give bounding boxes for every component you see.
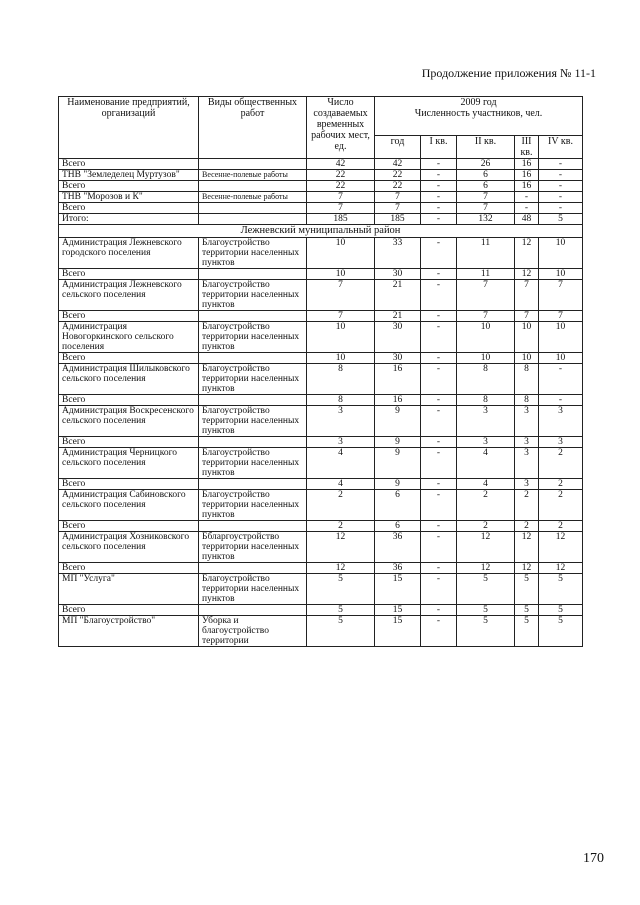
cell-org: ТНВ "Морозов и К"	[59, 192, 199, 203]
cell-q4: 2	[539, 479, 583, 490]
cell-jobs: 10	[307, 353, 375, 364]
cell-q1: -	[421, 214, 457, 225]
cell-year: 15	[375, 605, 421, 616]
cell-works	[199, 521, 307, 532]
table-row	[59, 181, 583, 192]
cell-jobs: 22	[307, 181, 375, 192]
table-row	[59, 479, 583, 490]
cell-org: Всего	[59, 437, 199, 448]
col-q3-header: III кв.	[515, 136, 539, 159]
cell-q1: -	[421, 269, 457, 280]
cell-jobs: 7	[307, 192, 375, 203]
cell-year: 30	[375, 353, 421, 364]
table-row	[59, 353, 583, 364]
cell-jobs: 10	[307, 269, 375, 280]
cell-jobs: 4	[307, 479, 375, 490]
cell-year: 6	[375, 490, 421, 521]
cell-org: Всего	[59, 181, 199, 192]
cell-q4: 5	[539, 616, 583, 647]
cell-year: 33	[375, 238, 421, 269]
cell-q3: 12	[515, 563, 539, 574]
table-row	[59, 203, 583, 214]
cell-works: Благоустройство территории населенных пунктов	[199, 238, 307, 269]
cell-org: Всего	[59, 159, 199, 170]
cell-q2: 5	[457, 605, 515, 616]
cell-jobs: 10	[307, 322, 375, 353]
cell-q1: -	[421, 364, 457, 395]
cell-year: 9	[375, 448, 421, 479]
cell-q4: 5	[539, 574, 583, 605]
cell-jobs: 2	[307, 490, 375, 521]
cell-q3: 16	[515, 159, 539, 170]
table-row	[59, 364, 583, 395]
cell-q3: 3	[515, 437, 539, 448]
cell-works: Весенне-полевые работы	[199, 170, 307, 181]
cell-year: 30	[375, 269, 421, 280]
cell-year: 7	[375, 203, 421, 214]
cell-q2: 4	[457, 479, 515, 490]
cell-year: 16	[375, 364, 421, 395]
cell-works	[199, 479, 307, 490]
cell-q2: 5	[457, 574, 515, 605]
cell-q3: 16	[515, 181, 539, 192]
cell-q1: -	[421, 203, 457, 214]
cell-jobs: 8	[307, 364, 375, 395]
cell-year: 7	[375, 192, 421, 203]
cell-q4: -	[539, 159, 583, 170]
cell-q1: -	[421, 479, 457, 490]
table-row	[59, 448, 583, 479]
page-number: 170	[583, 851, 604, 866]
cell-year: 22	[375, 170, 421, 181]
cell-jobs: 42	[307, 159, 375, 170]
appendix-header: Продолжение приложения № 11-1	[421, 66, 596, 80]
table-row	[59, 563, 583, 574]
cell-org: Итого:	[59, 214, 199, 225]
cell-org: Администрация Хозниковского сельского поселения	[59, 532, 199, 563]
cell-q4: 12	[539, 532, 583, 563]
cell-jobs: 5	[307, 605, 375, 616]
cell-org: Всего	[59, 269, 199, 280]
cell-q2: 2	[457, 521, 515, 532]
col-q4-header: IV кв.	[539, 136, 583, 159]
cell-org: Всего	[59, 479, 199, 490]
cell-q4: -	[539, 395, 583, 406]
table-row	[59, 406, 583, 437]
col-org-header: Наименование предприятий, организаций	[59, 97, 199, 159]
public-works-table	[58, 96, 583, 647]
cell-q1: -	[421, 574, 457, 605]
cell-q4: 10	[539, 322, 583, 353]
cell-q3: -	[515, 192, 539, 203]
cell-q4: -	[539, 170, 583, 181]
table-row	[59, 322, 583, 353]
cell-works	[199, 605, 307, 616]
cell-q4: 10	[539, 353, 583, 364]
cell-q2: 6	[457, 170, 515, 181]
cell-q3: 2	[515, 521, 539, 532]
year-group-label: 2009 год	[460, 97, 497, 108]
cell-q1: -	[421, 448, 457, 479]
cell-q3: 5	[515, 574, 539, 605]
cell-works	[199, 437, 307, 448]
cell-org: Всего	[59, 311, 199, 322]
cell-works	[199, 269, 307, 280]
cell-q4: 5	[539, 605, 583, 616]
cell-q4: -	[539, 364, 583, 395]
col-year-group-header	[375, 97, 583, 136]
cell-q1: -	[421, 159, 457, 170]
table-row	[59, 159, 583, 170]
cell-org: Администрация Лежневского городского поселения	[59, 238, 199, 269]
cell-q4: 2	[539, 448, 583, 479]
section-title: Лежневский муниципальный район	[59, 225, 583, 238]
cell-jobs: 7	[307, 311, 375, 322]
cell-q2: 6	[457, 181, 515, 192]
cell-q2: 12	[457, 563, 515, 574]
cell-jobs: 22	[307, 170, 375, 181]
cell-year: 21	[375, 311, 421, 322]
cell-q4: 10	[539, 238, 583, 269]
cell-q4: 3	[539, 437, 583, 448]
cell-q2: 8	[457, 395, 515, 406]
cell-works: Благоустройство территории населенных пунктов	[199, 574, 307, 605]
table-row	[59, 532, 583, 563]
cell-jobs: 12	[307, 532, 375, 563]
cell-q4: -	[539, 203, 583, 214]
table-row	[59, 437, 583, 448]
cell-q3: 10	[515, 322, 539, 353]
cell-q3: 3	[515, 448, 539, 479]
cell-works: Благоустройство территории населенных пунктов	[199, 364, 307, 395]
cell-year: 42	[375, 159, 421, 170]
table-row	[59, 605, 583, 616]
cell-org: Администрация Новогоркинского сельского поселения	[59, 322, 199, 353]
table-row	[59, 490, 583, 521]
cell-year: 6	[375, 521, 421, 532]
cell-q4: 3	[539, 406, 583, 437]
cell-jobs: 4	[307, 448, 375, 479]
cell-q3: 48	[515, 214, 539, 225]
cell-works	[199, 214, 307, 225]
cell-q1: -	[421, 311, 457, 322]
cell-year: 185	[375, 214, 421, 225]
cell-year: 30	[375, 322, 421, 353]
cell-q2: 3	[457, 406, 515, 437]
cell-works	[199, 563, 307, 574]
table-row	[59, 214, 583, 225]
cell-q2: 11	[457, 238, 515, 269]
table-row	[59, 269, 583, 280]
cell-jobs: 3	[307, 437, 375, 448]
cell-org: Всего	[59, 203, 199, 214]
cell-q4: -	[539, 181, 583, 192]
cell-q1: -	[421, 181, 457, 192]
cell-q3: 5	[515, 605, 539, 616]
cell-q2: 10	[457, 353, 515, 364]
cell-q3: 7	[515, 280, 539, 311]
cell-org: Администрация Черницкого сельского поселения	[59, 448, 199, 479]
cell-jobs: 7	[307, 203, 375, 214]
cell-org: МП "Благоустройство"	[59, 616, 199, 647]
cell-org: Всего	[59, 353, 199, 364]
cell-jobs: 2	[307, 521, 375, 532]
cell-q4: 10	[539, 269, 583, 280]
cell-q2: 7	[457, 280, 515, 311]
col-jobs-header: Число создаваемых временных рабочих мест, ед.	[307, 97, 375, 159]
cell-q2: 11	[457, 269, 515, 280]
cell-org: Администрация Шилыковского сельского поселения	[59, 364, 199, 395]
participants-label: Численность участников, чел.	[414, 108, 543, 119]
cell-q1: -	[421, 406, 457, 437]
cell-q4: 5	[539, 214, 583, 225]
cell-year: 21	[375, 280, 421, 311]
cell-q3: 12	[515, 269, 539, 280]
cell-q2: 10	[457, 322, 515, 353]
cell-q3: 2	[515, 490, 539, 521]
cell-works: Ббларгоустройство территории населенных пунктов	[199, 532, 307, 563]
cell-works	[199, 311, 307, 322]
cell-q3: 7	[515, 311, 539, 322]
cell-q3: 16	[515, 170, 539, 181]
cell-q3: -	[515, 203, 539, 214]
cell-year: 9	[375, 479, 421, 490]
cell-q3: 12	[515, 238, 539, 269]
cell-q1: -	[421, 238, 457, 269]
cell-q2: 3	[457, 437, 515, 448]
cell-org: МП "Услуга"	[59, 574, 199, 605]
table-row	[59, 280, 583, 311]
cell-q3: 10	[515, 353, 539, 364]
table-row	[59, 521, 583, 532]
table-row	[59, 616, 583, 647]
cell-year: 16	[375, 395, 421, 406]
table-row	[59, 170, 583, 181]
table-row	[59, 192, 583, 203]
cell-works	[199, 181, 307, 192]
cell-works: Благоустройство территории населенных пунктов	[199, 406, 307, 437]
cell-year: 9	[375, 437, 421, 448]
cell-q3: 8	[515, 395, 539, 406]
cell-jobs: 8	[307, 395, 375, 406]
cell-q2: 4	[457, 448, 515, 479]
cell-works: Благоустройство территории населенных пунктов	[199, 322, 307, 353]
cell-jobs: 185	[307, 214, 375, 225]
cell-q1: -	[421, 563, 457, 574]
cell-q3: 8	[515, 364, 539, 395]
cell-q2: 7	[457, 203, 515, 214]
col-works-header: Виды общественных работ	[199, 97, 307, 159]
cell-q1: -	[421, 322, 457, 353]
table-row	[59, 574, 583, 605]
cell-works: Благоустройство территории населенных пунктов	[199, 280, 307, 311]
cell-jobs: 5	[307, 616, 375, 647]
cell-org: Всего	[59, 605, 199, 616]
cell-jobs: 12	[307, 563, 375, 574]
cell-works	[199, 395, 307, 406]
cell-q4: 7	[539, 280, 583, 311]
cell-q1: -	[421, 532, 457, 563]
cell-q2: 7	[457, 192, 515, 203]
cell-q2: 2	[457, 490, 515, 521]
cell-year: 15	[375, 574, 421, 605]
table-row	[59, 311, 583, 322]
cell-year: 36	[375, 563, 421, 574]
cell-q2: 26	[457, 159, 515, 170]
cell-org: Всего	[59, 395, 199, 406]
col-year-header: год	[375, 136, 421, 159]
cell-q1: -	[421, 490, 457, 521]
cell-q2: 5	[457, 616, 515, 647]
cell-q3: 12	[515, 532, 539, 563]
cell-works	[199, 159, 307, 170]
cell-q1: -	[421, 605, 457, 616]
cell-jobs: 3	[307, 406, 375, 437]
cell-works: Уборка и благоустройство территории	[199, 616, 307, 647]
cell-q4: 2	[539, 521, 583, 532]
cell-q3: 5	[515, 616, 539, 647]
col-q1-header: I кв.	[421, 136, 457, 159]
cell-jobs: 10	[307, 238, 375, 269]
cell-year: 9	[375, 406, 421, 437]
table-row	[59, 395, 583, 406]
cell-jobs: 7	[307, 280, 375, 311]
cell-q2: 12	[457, 532, 515, 563]
table-row	[59, 238, 583, 269]
cell-org: ТНВ "Земледелец Муртузов"	[59, 170, 199, 181]
cell-year: 22	[375, 181, 421, 192]
cell-q3: 3	[515, 479, 539, 490]
cell-q2: 8	[457, 364, 515, 395]
cell-works: Весенне-полевые работы	[199, 192, 307, 203]
cell-jobs: 5	[307, 574, 375, 605]
cell-org: Администрация Воскресенского сельского поселения	[59, 406, 199, 437]
col-q2-header: II кв.	[457, 136, 515, 159]
cell-year: 36	[375, 532, 421, 563]
cell-org: Администрация Сабиновского сельского поселения	[59, 490, 199, 521]
cell-org: Всего	[59, 521, 199, 532]
cell-q4: -	[539, 192, 583, 203]
cell-q1: -	[421, 170, 457, 181]
cell-org: Всего	[59, 563, 199, 574]
cell-q2: 7	[457, 311, 515, 322]
cell-q1: -	[421, 616, 457, 647]
cell-q3: 3	[515, 406, 539, 437]
cell-org: Администрация Лежневского сельского поселения	[59, 280, 199, 311]
cell-q2: 132	[457, 214, 515, 225]
cell-q4: 7	[539, 311, 583, 322]
cell-q1: -	[421, 192, 457, 203]
cell-q1: -	[421, 521, 457, 532]
cell-year: 15	[375, 616, 421, 647]
cell-q1: -	[421, 353, 457, 364]
cell-q1: -	[421, 280, 457, 311]
cell-q1: -	[421, 395, 457, 406]
cell-q4: 12	[539, 563, 583, 574]
cell-works	[199, 353, 307, 364]
cell-q1: -	[421, 437, 457, 448]
cell-works: Благоустройство территории населенных пунктов	[199, 490, 307, 521]
cell-works	[199, 203, 307, 214]
cell-q4: 2	[539, 490, 583, 521]
cell-works: Благоустройство территории населенных пунктов	[199, 448, 307, 479]
